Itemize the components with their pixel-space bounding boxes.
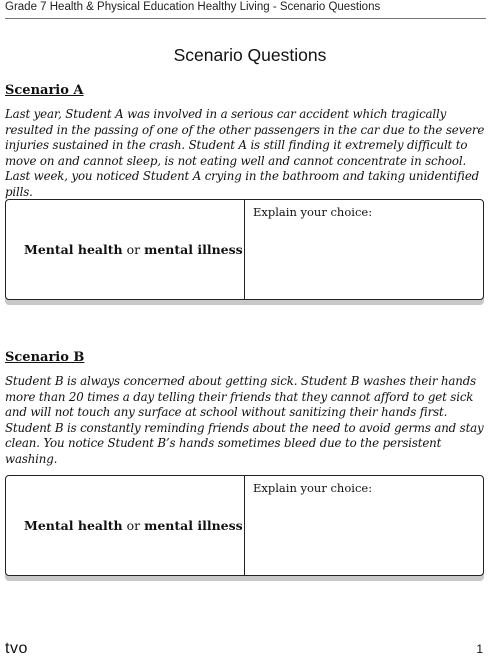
page-number: 1	[476, 642, 483, 656]
option-mental-health[interactable]: Mental health	[24, 242, 123, 257]
tvo-logo: tvo	[5, 640, 28, 657]
scenario-a-heading: Scenario A	[5, 83, 84, 98]
scenario-a-explain-cell	[245, 200, 483, 299]
option-mental-illness[interactable]: mental illness	[144, 242, 243, 257]
scenario-b-choice[interactable]	[6, 476, 245, 575]
option-connector: or	[126, 518, 141, 533]
document-header	[5, 1, 486, 19]
scenario-a-choice[interactable]	[6, 200, 245, 299]
scenario-b-text: Student B is always concerned about getting sick. Student B washes their hands more than 20 times a day telling their friends that they cannot afford to get sick and will not touch any surface at school without sanitizing their hands first. Student B is constantly reminding friends about the need to avoid germs and stay clean. You notice Student B’s hands sometimes bleed due to the persistent washing.	[5, 374, 484, 466]
scenario-a-answer-box	[5, 199, 484, 300]
option-connector: or	[126, 242, 141, 257]
header-title: Grade 7 Health & Physical Education Healthy Living - Scenario Questions	[5, 1, 381, 13]
option-mental-illness[interactable]: mental illness	[144, 518, 243, 533]
explain-label: Explain your choice:	[253, 481, 373, 495]
scenario-b-heading: Scenario B	[5, 350, 85, 365]
scenario-b-explain-cell	[245, 476, 483, 575]
option-mental-health[interactable]: Mental health	[24, 518, 123, 533]
scenario-a-explain-input[interactable]	[253, 225, 475, 295]
page-title: Scenario Questions	[173, 45, 327, 65]
scenario-b-answer-box	[5, 475, 484, 576]
scenario-b-explain-input[interactable]	[253, 501, 475, 571]
scenario-a-text: Last year, Student A was involved in a serious car accident which tragically resulted in the passing of one of the other passengers in the car due to the severe injuries sustained in the crash. Student A is still finding it extremely difficult to move on and cannot sleep, is not eating well and cannot concentrate in school. Last week, you noticed Student A crying in the bathroom and taking unidentified pills.	[5, 107, 485, 199]
explain-label: Explain your choice:	[253, 205, 373, 219]
